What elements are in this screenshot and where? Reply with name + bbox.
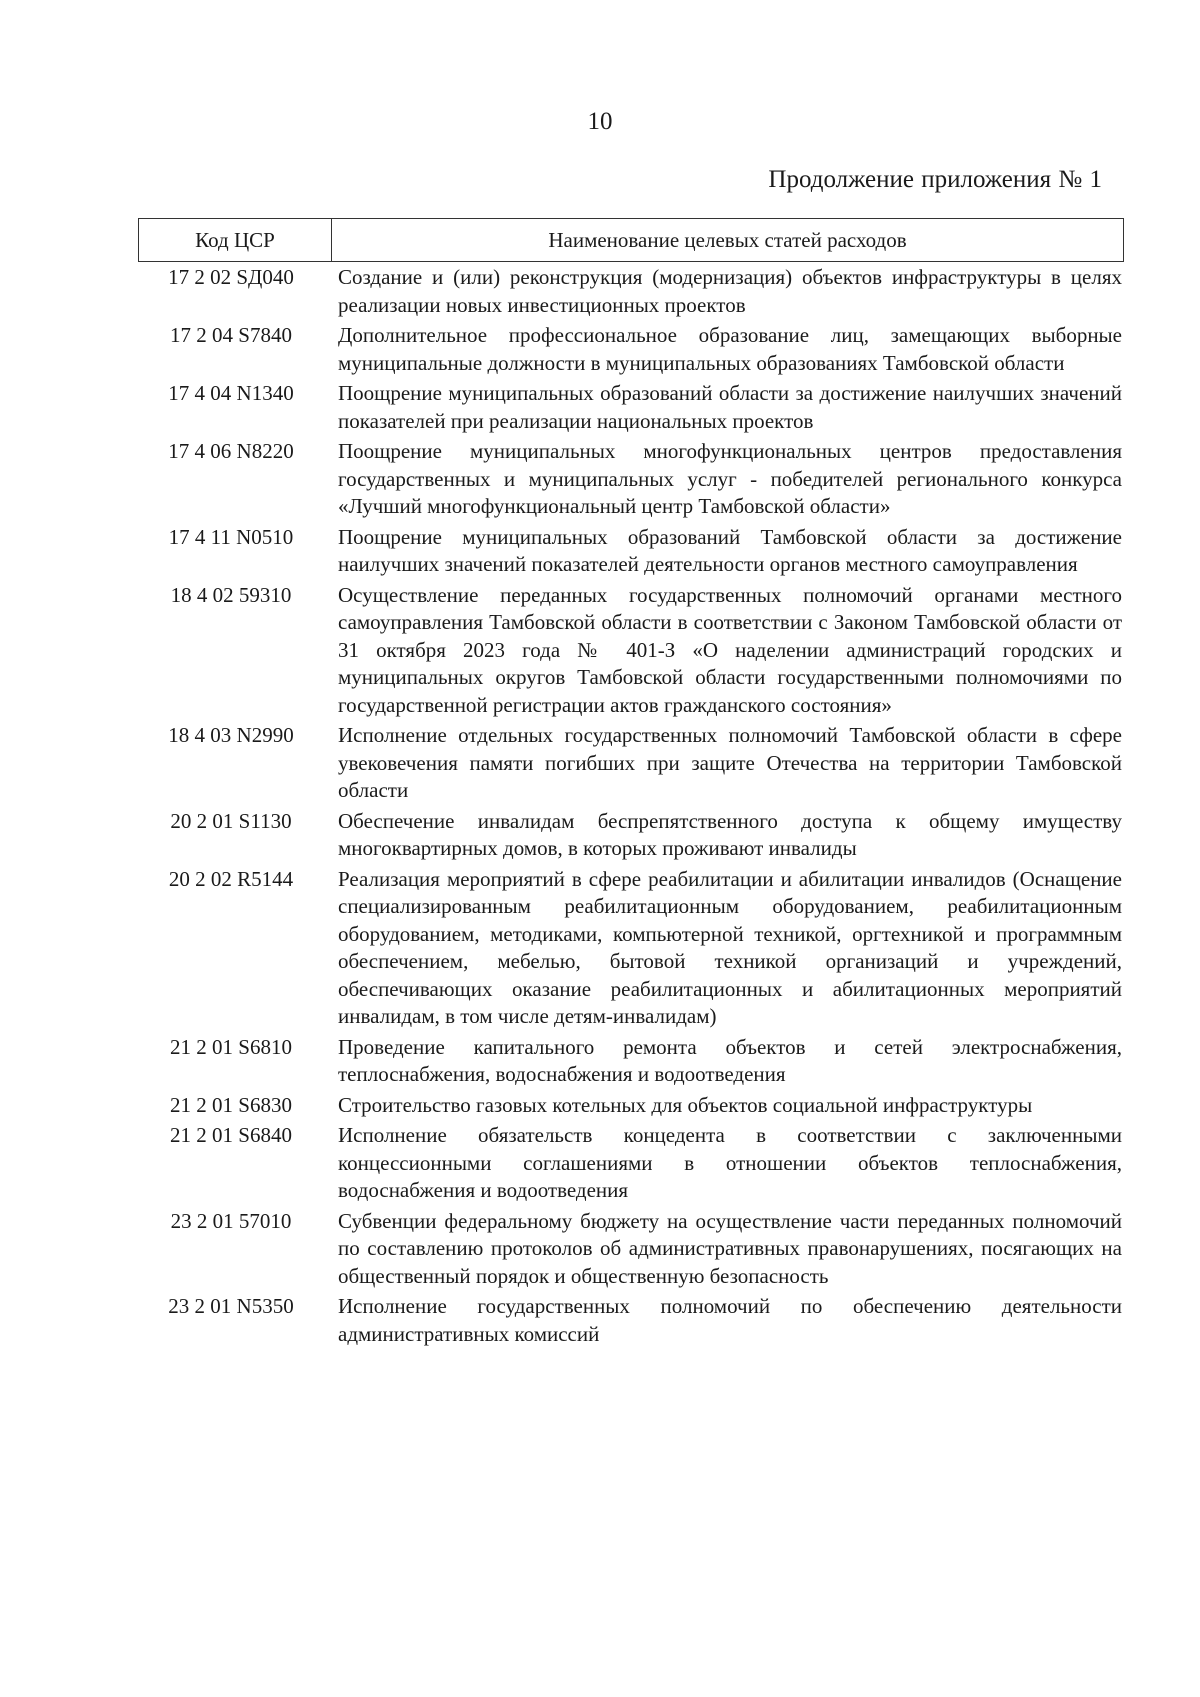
table-row xyxy=(138,524,1124,579)
row-name: Исполнение обязательств концедента в соответствии с заключенными концессионными соглашениями в отношении объектов теплоснабжения, водоснабжения и водоотведения xyxy=(338,1123,1122,1202)
row-code: 17 2 02 SД040 xyxy=(168,265,294,289)
row-code: 20 2 01 S1130 xyxy=(170,808,292,833)
row-code: 18 4 03 N2990 xyxy=(168,723,294,747)
row-code: 17 4 06 N8220 xyxy=(168,439,294,463)
row-name: Обеспечение инвалидам беспрепятственного доступа к общему имуществу многоквартирных домов, в которых проживают инвалиды xyxy=(338,808,1122,860)
row-code: 17 4 04 N1340 xyxy=(168,381,294,405)
expense-items-table xyxy=(138,218,1124,1351)
row-name: Субвенции федеральному бюджету на осуществление части переданных полномочий по составлению протоколов об административных правонарушениях, посягающих на общественный порядок и общественную безопасность xyxy=(338,1208,1122,1288)
table-row xyxy=(138,1122,1124,1205)
row-code: 23 2 01 57010 xyxy=(170,1208,292,1233)
table-row xyxy=(138,438,1124,521)
table-row xyxy=(138,322,1124,377)
row-code: 17 2 04 S7840 xyxy=(170,323,292,347)
row-code: 17 4 11 N0510 xyxy=(168,524,294,549)
row-name: Строительство газовых котельных для объектов социальной инфраструктуры xyxy=(338,1092,1033,1117)
row-name: Реализация мероприятий в сфере реабилитации и абилитации инвалидов (Оснащение специализированным реабилитационным оборудованием, реабилитационным оборудованием, методиками, компьютерной техникой, оргтехникой и программным обеспечением, мебелью, бытовой техникой организаций и учреждений, обеспечивающих оказание реабилитационных и абилитационных мероприятий инвалидам, в том числе детям-инвалидам) xyxy=(338,866,1122,1028)
table-row xyxy=(138,1092,1124,1120)
table-row xyxy=(138,866,1124,1031)
table-row xyxy=(138,808,1124,863)
table-row xyxy=(138,1208,1124,1291)
row-name: Поощрение муниципальных многофункциональных центров предоставления государственных и муниципальных услуг - победителей регионального конкурса «Лучший многофункциональный центр Тамбовской области» xyxy=(338,439,1122,518)
table-row xyxy=(138,264,1124,319)
row-name: Исполнение государственных полномочий по обеспечению деятельности административных комиссий xyxy=(338,1294,1122,1346)
row-name: Дополнительное профессиональное образование лиц, замещающих выборные муниципальные должности в муниципальных образованиях Тамбовской области xyxy=(338,323,1122,375)
table-row xyxy=(138,582,1124,720)
header-name: Наименование целевых статей расходов xyxy=(548,227,907,252)
table-row xyxy=(138,380,1124,435)
row-name: Создание и (или) реконструкция (модернизация) объектов инфраструктуры в целях реализации новых инвестиционных проектов xyxy=(338,265,1122,317)
row-name: Поощрение муниципальных образований области за достижение наилучших значений показателей при реализации национальных проектов xyxy=(338,381,1122,433)
row-name: Проведение капитального ремонта объектов и сетей электроснабжения, теплоснабжения, водоснабжения и водоотведения xyxy=(338,1034,1122,1086)
table-row xyxy=(138,1034,1124,1089)
row-name: Исполнение отдельных государственных полномочий Тамбовской области в сфере увековечения памяти погибших при защите Отечества на территории Тамбовской области xyxy=(338,723,1122,802)
row-code: 18 4 02 59310 xyxy=(170,582,292,607)
row-code: 20 2 02 R5144 xyxy=(168,866,294,891)
table-row xyxy=(138,722,1124,805)
row-code: 21 2 01 S6830 xyxy=(170,1092,292,1117)
row-name: Поощрение муниципальных образований Тамбовской области за достижение наилучших значений показателей деятельности органов местного самоуправления xyxy=(338,524,1122,576)
table-header xyxy=(138,218,1124,262)
page-number: 10 xyxy=(587,108,613,135)
row-name: Осуществление переданных государственных полномочий органами местного самоуправления Тамбовской области в соответствии с Законом Тамбовской области от 31 октября 2023 года № 401-З «О наделении администраций городских и муниципальных округов Тамбовской области государственными полномочиями по государственной регистрации актов гражданского состояния» xyxy=(338,582,1122,717)
row-code: 23 2 01 N5350 xyxy=(168,1294,294,1318)
row-code: 21 2 01 S6840 xyxy=(170,1123,292,1147)
appendix-title: Продолжение приложения № 1 xyxy=(768,166,1102,193)
row-code: 21 2 01 S6810 xyxy=(170,1034,292,1059)
header-code: Код ЦСР xyxy=(139,219,332,261)
table-row xyxy=(138,1293,1124,1348)
table-body xyxy=(138,264,1124,1348)
